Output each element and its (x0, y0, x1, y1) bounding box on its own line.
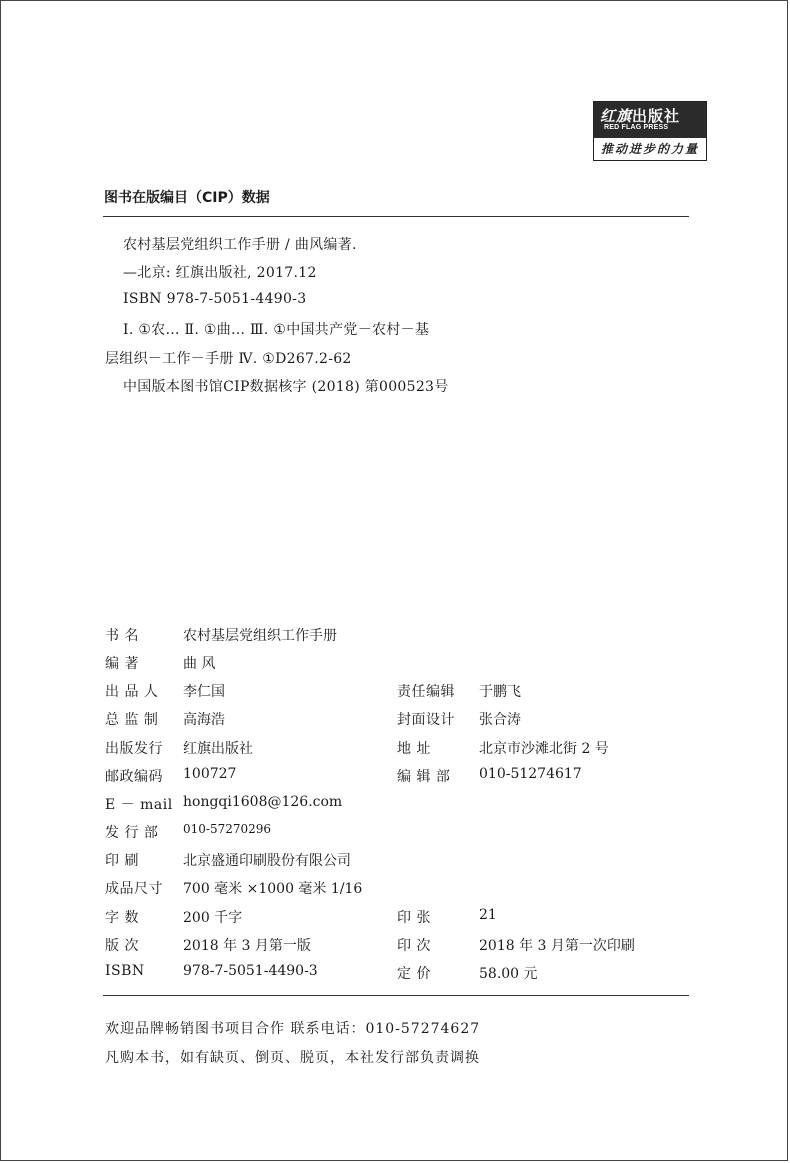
detail-label-postcode: 邮政编码 (105, 769, 163, 785)
detail-value-word-count: 200 千字 (183, 910, 243, 926)
detail-label-publisher: 出版发行 (105, 741, 163, 757)
logo-banner (594, 102, 706, 138)
detail-value-email: hongqi1608@126.com (183, 794, 343, 810)
notice-cooperation: 欢迎品牌畅销图书项目合作 联系电话：010-57274627 (105, 1021, 481, 1037)
detail-label-sheets: 印 张 (397, 910, 431, 926)
logo-english-name: RED FLAG PRESS (604, 124, 669, 131)
detail-label-distribution-dept: 发 行 部 (105, 825, 159, 841)
cip-line-publisher: —北京: 红旗出版社, 2017.12 (123, 265, 317, 281)
logo-name (600, 105, 680, 126)
detail-label-impression: 印 次 (397, 938, 431, 954)
detail-value-postcode: 100727 (183, 766, 237, 782)
logo-slogan: 推动进步的力量 (600, 142, 699, 156)
details-bottom-rule (103, 995, 689, 996)
cip-top-rule (103, 216, 689, 217)
detail-value-sheets: 21 (479, 907, 497, 923)
detail-label-author: 编 著 (105, 656, 139, 672)
detail-label-isbn: ISBN (105, 963, 145, 979)
publisher-logo (593, 101, 707, 161)
detail-value-distribution-dept: 010-57270296 (183, 822, 272, 836)
detail-value-impression: 2018 年 3 月第一次印刷 (479, 938, 635, 954)
detail-value-editorial-dept: 010-51274617 (479, 766, 582, 782)
detail-value-printer: 北京盛通印刷股份有限公司 (183, 853, 351, 869)
detail-label-producer: 出 品 人 (105, 684, 159, 700)
cip-line-classification: Ⅰ. ①农… Ⅱ. ①曲… Ⅲ. ①中国共产党－农村－基 (123, 322, 430, 338)
detail-value-cover-design: 张合涛 (479, 712, 521, 728)
notice-return-policy: 凡购本书，如有缺页、倒页、脱页，本社发行部负责调换 (105, 1050, 480, 1066)
detail-label-book-name: 书 名 (105, 628, 139, 644)
cip-line-title: 农村基层党组织工作手册 / 曲风编著. (123, 237, 357, 253)
detail-value-edition: 2018 年 3 月第一版 (183, 938, 311, 954)
detail-label-chief-supervisor: 总 监 制 (105, 712, 159, 728)
detail-label-editorial-dept: 编 辑 部 (397, 769, 451, 785)
logo-name-script: 红旗 (600, 107, 633, 125)
detail-label-address: 地 址 (397, 741, 431, 757)
detail-label-edition: 版 次 (105, 938, 139, 954)
detail-value-editor: 于鹏飞 (479, 684, 521, 700)
cip-line-classification-cont: 层组织－工作－手册 Ⅳ. ①D267.2-62 (105, 351, 352, 367)
detail-label-cover-design: 封面设计 (397, 712, 455, 728)
detail-value-producer: 李仁国 (183, 684, 225, 700)
logo-name-print: 出版社 (632, 107, 681, 125)
cip-line-isbn: ISBN 978-7-5051-4490-3 (123, 291, 307, 307)
detail-label-word-count: 字 数 (105, 910, 139, 926)
cip-title: 图书在版编目（CIP）数据 (104, 190, 270, 206)
detail-label-price: 定 价 (397, 966, 431, 982)
detail-value-isbn: 978-7-5051-4490-3 (183, 963, 318, 979)
detail-value-book-name: 农村基层党组织工作手册 (183, 628, 337, 644)
detail-label-editor: 责任编辑 (397, 684, 455, 700)
detail-value-address: 北京市沙滩北街 2 号 (479, 741, 609, 757)
detail-value-author: 曲 风 (183, 656, 216, 672)
detail-label-format: 成品尺寸 (105, 881, 163, 897)
detail-label-printer: 印 刷 (105, 853, 139, 869)
cip-line-record-number: 中国版本图书馆CIP数据核字 (2018) 第000523号 (123, 379, 449, 395)
detail-value-format: 700 毫米 ×1000 毫米 1/16 (183, 881, 363, 897)
detail-label-email: E － mail (105, 797, 173, 813)
detail-value-price: 58.00 元 (479, 966, 538, 982)
detail-value-publisher: 红旗出版社 (183, 741, 253, 757)
detail-value-chief-supervisor: 高海浩 (183, 712, 225, 728)
